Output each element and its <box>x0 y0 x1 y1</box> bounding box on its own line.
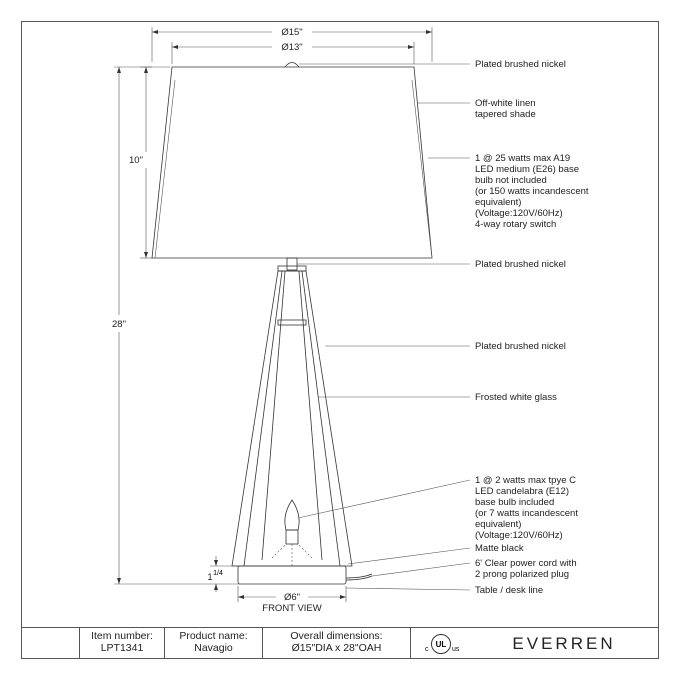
callout-shade-cap: Plated brushed nickel <box>475 59 566 70</box>
total-height-label: 28" <box>112 319 126 330</box>
lamp-neck <box>278 258 306 271</box>
callout-shade: Off-white linen tapered shade <box>475 98 536 120</box>
leader-lines <box>297 64 470 590</box>
item-number-cell <box>80 627 164 662</box>
callout-notes <box>475 59 591 596</box>
callout-neck: Plated brushed nickel <box>475 259 566 270</box>
ul-us-text: us <box>452 646 460 653</box>
dimension-total-height <box>112 67 240 584</box>
overall-dimensions-value: Ø15"DIA x 28"OAH <box>291 642 382 654</box>
shade-height-label: 10" <box>129 155 143 166</box>
lamp-shade <box>152 63 432 259</box>
base-height-whole: 1 <box>207 572 213 583</box>
title-block-divider <box>410 627 411 659</box>
callout-glass: Frosted white glass <box>475 392 557 403</box>
ul-text: UL <box>435 640 447 649</box>
callout-table-line: Table / desk line <box>475 585 544 596</box>
dimension-shade-height <box>129 67 152 258</box>
callout-frame: Plated brushed nickel <box>475 341 566 352</box>
product-name-value: Navagio <box>194 642 233 654</box>
lamp-base <box>238 566 372 584</box>
lamp-body-frame <box>232 271 352 566</box>
ul-c-text: c <box>425 646 429 653</box>
overall-dimensions-cell <box>263 627 410 662</box>
outer-diameter-label: Ø15" <box>281 27 303 38</box>
callout-night-bulb: 1 @ 2 watts max tpye C LED candelabra (E12) base bulb included (or 7 watts incandescent equivalent) (Voltage:120V/60Hz) <box>475 475 578 541</box>
overall-dimensions-label: Overall dimensions: <box>290 630 383 642</box>
product-name-cell <box>165 627 262 662</box>
view-label: FRONT VIEW <box>262 603 322 614</box>
dimension-inner-diameter <box>172 42 414 64</box>
item-number-label: Item number: <box>91 630 153 642</box>
brand-logo: EVERREN <box>512 634 616 653</box>
dimension-base-height <box>207 556 238 592</box>
dimension-base-width <box>238 586 346 614</box>
base-width-label: Ø6" <box>283 592 301 603</box>
callout-base: Matte black <box>475 543 524 554</box>
callout-main-bulb: 1 @ 25 watts max A19 LED medium (E26) base bulb not included (or 150 watts incandescent equivalent) (Voltage:120V/60Hz) 4-way rotary switch <box>475 153 589 230</box>
bulb-icon <box>272 500 312 566</box>
callout-cord: 6' Clear power cord with 2 prong polarized plug <box>475 558 577 580</box>
inner-diameter-label: Ø13" <box>281 42 303 53</box>
item-number-value: LPT1341 <box>100 642 144 654</box>
product-name-label: Product name: <box>179 630 248 642</box>
base-height-fraction: 1/4 <box>213 570 223 577</box>
ul-certification-icon <box>420 633 462 655</box>
